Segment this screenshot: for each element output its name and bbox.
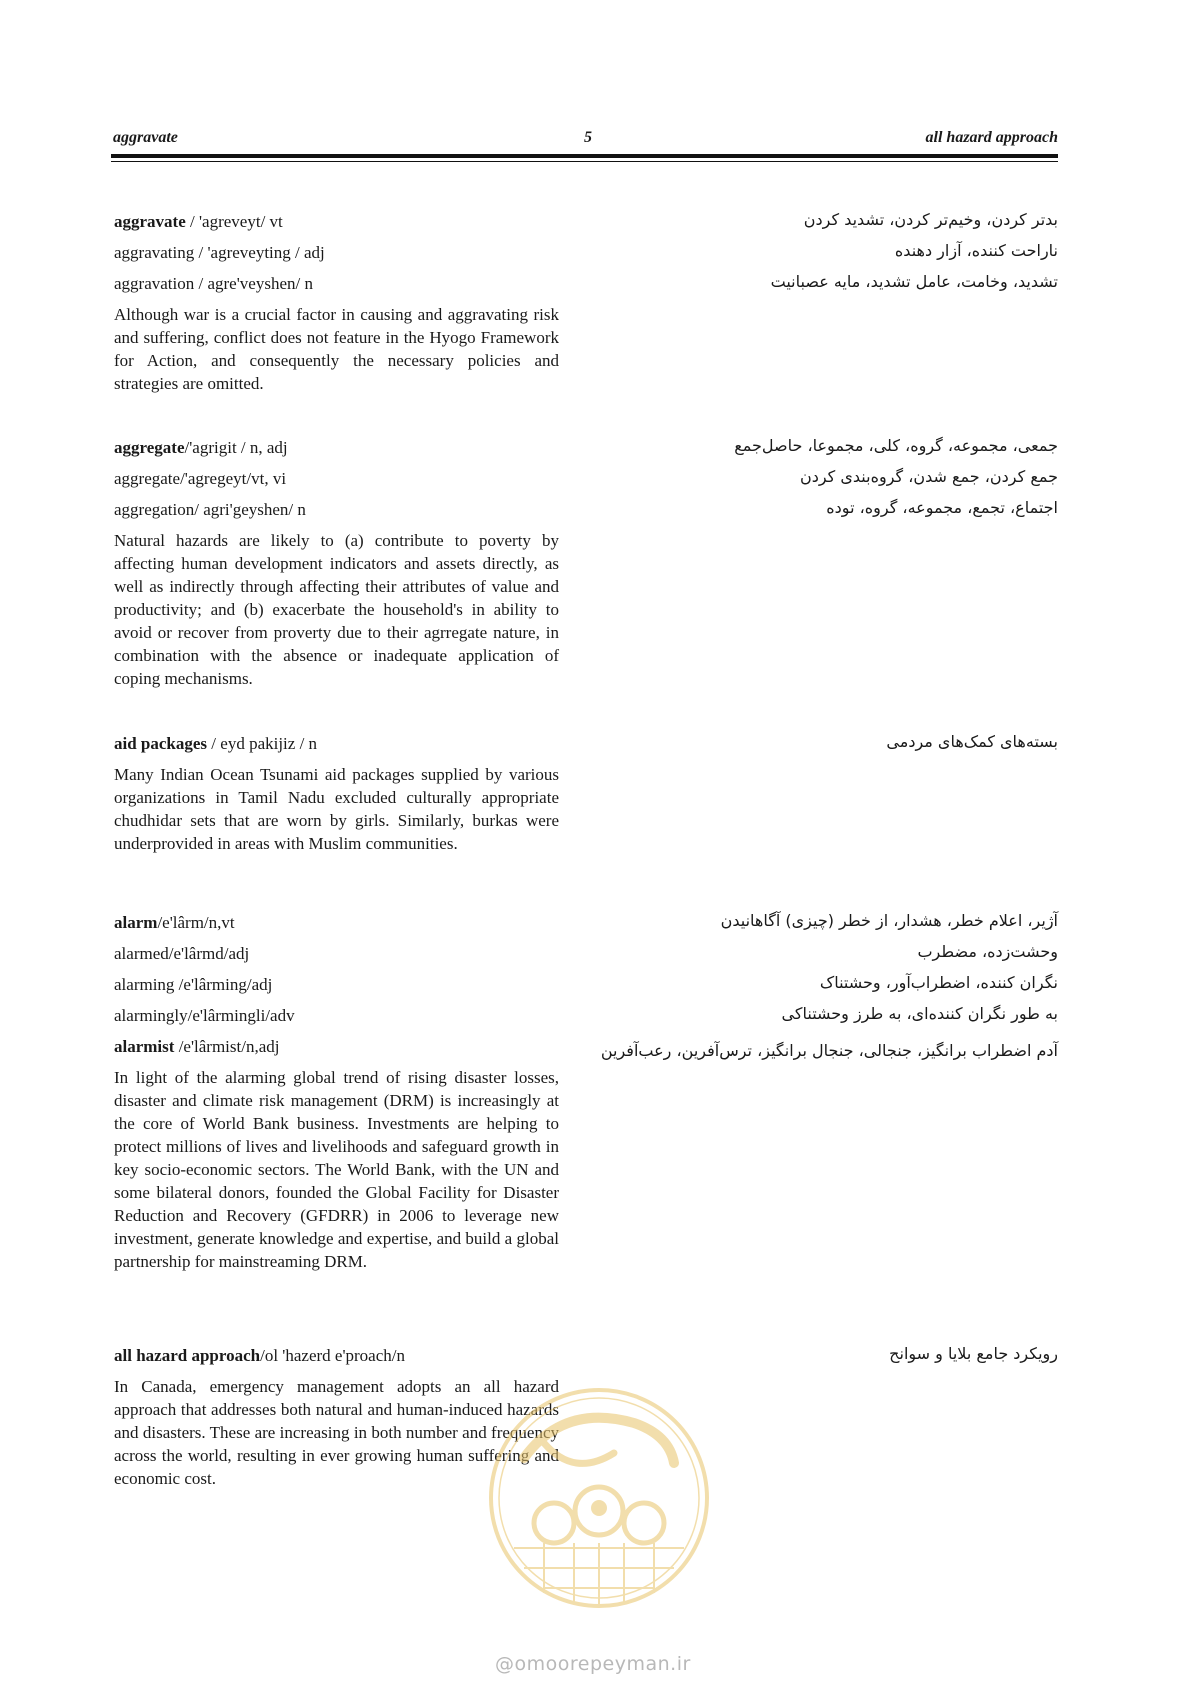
entry-example: Many Indian Ocean Tsunami aid packages supplied by various organizations in Tamil Nadu excluded culturally appropriate chudhidar sets that are worn by girls. Similarly, burkas were underprovided in areas with Muslim communities.	[114, 765, 559, 853]
persian-definition: آژیر، اعلام خطر، هشدار، از خطر (چیزی) آگاهانیدن	[720, 911, 1058, 930]
header-rule	[111, 154, 1058, 158]
entry-term: alarmed/e'lârmd/adj	[114, 944, 250, 963]
persian-definition: نگران کننده، اضطراب‌آور، وحشتناک	[819, 973, 1058, 992]
persian-definition: وحشت‌زده، مضطرب	[917, 942, 1058, 961]
persian-definition: اجتماع، تجمع، مجموعه، گروه، توده	[826, 498, 1058, 517]
entry-term: alarm/e'lârm/n,vt	[114, 913, 235, 932]
entry-term: aggravate / 'agreveyt/ vt	[114, 212, 283, 231]
entry-term: aggregation/ agri'geyshen/ n	[114, 500, 306, 519]
entry-example: In light of the alarming global trend of rising disaster losses, disaster and climate risk management (DRM) is increasingly at the core of World Bank business. Investments are helping to protect millions of lives and livelihoods and safeguard growth in key socio-economic sectors. The World Bank, with the UN and some bilateral donors, founded the Global Facility for Disaster Reduction and Recovery (GFDRR) in 2006 to leverage new investment, generate knowledge and expertise, and build a global partnership for mainstreaming DRM.	[114, 1068, 559, 1271]
entry-term: alarmingly/e'lârmingli/adv	[114, 1006, 295, 1025]
persian-definition: تشدید، وخامت، عامل تشدید، مایه عصبانیت	[770, 272, 1058, 291]
persian-definition: رویکرد جامع بلایا و سوانح	[889, 1344, 1058, 1363]
persian-definition: آدم اضطراب برانگیز، جنجالی، جنجال برانگیز، ترس‌آفرین، رعب‌آفرین	[600, 1041, 1058, 1060]
entry-term: aid packages / eyd pakijiz / n	[114, 734, 318, 753]
entry-term: aggregate/'agrigit / n, adj	[114, 438, 288, 457]
entry-term: aggravating / 'agreveyting / adj	[114, 243, 325, 262]
persian-definition: بدتر کردن، وخیم‌تر کردن، تشدید کردن	[803, 210, 1058, 229]
entry-term: aggregate/'agregeyt/vt, vi	[114, 469, 287, 488]
running-head-left: aggravate	[113, 129, 178, 146]
entry-term: all hazard approach/ol 'hazerd e'proach/n	[114, 1346, 405, 1365]
persian-definition: جمعی، مجموعه، گروه، کلی، مجموعا، حاصل‌جمع	[734, 436, 1058, 455]
entry-term: alarming /e'lârming/adj	[114, 975, 273, 994]
persian-definition: جمع کردن، جمع شدن، گروه‌بندی کردن	[799, 467, 1058, 486]
entry-term: aggravation / agre'veyshen/ n	[114, 274, 313, 293]
persian-definition: ناراحت کننده، آزار دهنده	[894, 241, 1058, 260]
header-rule-thin	[111, 161, 1058, 162]
watermark-url: @omoorepeyman.ir	[495, 1653, 691, 1675]
entry-term: alarmist /e'lârmist/n,adj	[114, 1037, 280, 1056]
page-number: 5	[584, 129, 592, 146]
persian-definition: به طور نگران کننده‌ای، به طرز وحشتناکی	[781, 1004, 1058, 1023]
watermark-seal-icon	[484, 1383, 714, 1613]
running-head-right: all hazard approach	[925, 129, 1058, 146]
persian-definition: بسته‌های کمک‌های مردمی	[886, 732, 1058, 751]
entry-example: Although war is a crucial factor in causing and aggravating risk and suffering, conflict does not feature in the Hyogo Framework for Action, and consequently the necessary policies and strategies are omitted.	[114, 305, 559, 393]
entry-example: Natural hazards are likely to (a) contribute to poverty by affecting human development indicators and assets directly, as well as indirectly through affecting their attributes of value and productivity; and (b) exacerbate the household's in ability to avoid or recover from proverty due to their agrregate nature, in combination with the absence or inadequate application of coping mechanisms.	[114, 531, 559, 688]
entry-example: In Canada, emergency management adopts an all hazard approach that addresses both natural and human-induced hazards and disasters. These are increasing in both number and frequency across the world, resulting in ever growing human suffering and economic cost.	[114, 1377, 559, 1488]
